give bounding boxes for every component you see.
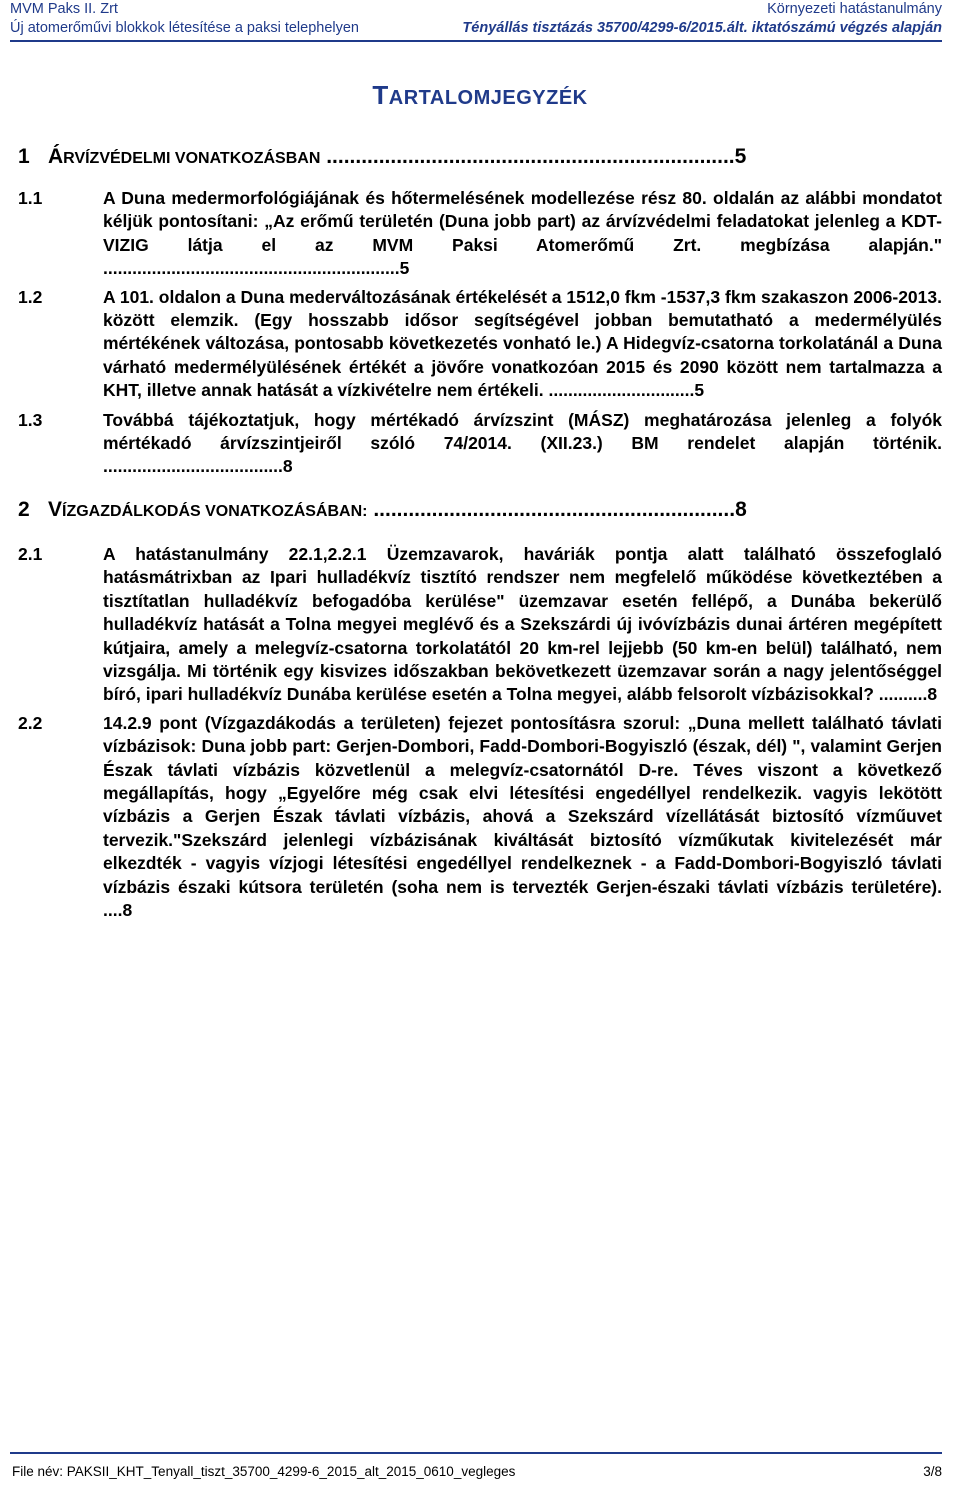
toc-leader: ..................................... xyxy=(103,456,283,477)
toc-page-number: 5 xyxy=(694,380,705,401)
table-of-contents xyxy=(18,142,942,922)
toc-leader: .............................. xyxy=(543,380,695,401)
footer-page-number: 3/8 xyxy=(923,1464,942,1479)
page-header xyxy=(10,0,942,40)
title-initial: T xyxy=(372,80,389,110)
toc-number: 1.2 xyxy=(18,286,43,307)
toc-leader: .... xyxy=(103,899,123,920)
toc-number: 1 xyxy=(18,145,30,168)
page-title xyxy=(0,80,960,111)
toc-number: 2.1 xyxy=(18,543,43,564)
toc-leader: .............................................................. xyxy=(367,497,736,521)
toc-number: 1.3 xyxy=(18,409,43,430)
toc-heading: A Duna medermorfológiájának és hőtermelésének modellezése rész 80. oldalán az alábbi mondatot kéljük pontosítani: „Az erőmű területén (Duna jobb part) az árvízvédelmi feladatokat jelenleg a KDT-VIZIG látja el az MVM Paksi Atomerőmű Zrt. megbízása alapján." xyxy=(103,188,942,255)
header-project: Új atomerőművi blokkok létesítése a paksi telephelyen xyxy=(10,20,359,36)
toc-leader: ...................................................................... xyxy=(320,145,735,168)
title-rest: ARTALOMJEGYZÉK xyxy=(388,87,588,109)
toc-initial: V xyxy=(48,497,63,521)
footer-divider xyxy=(10,1452,942,1454)
page-footer xyxy=(10,1452,942,1492)
header-doc-type: Környezeti hatástanulmány xyxy=(767,1,942,17)
toc-heading: 14.2.9 pont (Vízgazdákodás a területen) fejezet pontosításra szorul: „Duna mellett található távlati vízbázisok: Duna jobb part: Gerjen-Dombori, Fadd-Dombori-Bogyiszló (észak, dél) ", valamint Gerjen Észak távlati vízbázis közvetlenül a melegvíz-csatornától D-re. Téves viszont a következő megállapítás, hogy „Egyelőre még csak elvi létesítési engedéllyel rendelkezik. vagyis lekötött vízbázis a Gerjen Észak távlati vízbázis, ahová a Szekszárd vízellátását biztosító vízműuvet tervezik."Szekszárd jelenlegi vízbázisának kiváltását biztosító vízműkutak kivitelezését már elkezdték - vagyis vízjogi létesítési engedéllyel rendelkeznek - a Fadd-Dombori-Bogyiszló távlati vízbázis északi kútsora területén (soha nem is tervezték Gerjen-északi távlati vízbázis területére). xyxy=(103,712,942,897)
toc-heading: RVÍZVÉDELMI VONATKOZÁSBAN xyxy=(63,150,321,167)
toc-number: 2 xyxy=(18,497,30,521)
toc-heading: ÍZGAZDÁLKODÁS VONATKOZÁSÁBAN: xyxy=(62,502,368,520)
toc-number: 2.2 xyxy=(18,712,43,733)
toc-entry-2[interactable] xyxy=(18,495,942,527)
toc-entry-1-1[interactable] xyxy=(18,187,942,281)
toc-page-number: 8 xyxy=(927,684,938,705)
toc-page-number: 8 xyxy=(122,899,133,920)
header-company: MVM Paks II. Zrt xyxy=(10,1,118,17)
toc-entry-1-2[interactable] xyxy=(18,286,942,403)
toc-leader: ............................................................. xyxy=(103,258,400,279)
toc-leader: .......... xyxy=(873,684,928,705)
toc-entry-1-3[interactable] xyxy=(18,409,942,479)
toc-heading: A 101. oldalon a Duna mederváltozásának értékelését a 1512,0 fkm -1537,3 fkm szakaszon 2006-2013. között elemzik. (Egy hosszabb idősor segítségével jobban bemutatható a medermélyülés mértékének változása, pontosabb következetés vonható le.) A Hidegvíz-csatorna torkolatánál a Duna várható medermélyülésének értékét a jövőre vonatkozóan 2015 és 2090 között nem tartalmazza a KHT, illetve annak hatását a vízkivételre nem értékeli. xyxy=(103,286,942,401)
footer-filename: File név: PAKSII_KHT_Tenyall_tiszt_35700_4299-6_2015_alt_2015_0610_vegleges xyxy=(12,1464,516,1479)
toc-entry-1[interactable] xyxy=(18,142,942,174)
toc-page-number: 8 xyxy=(735,497,747,521)
toc-number: 1.1 xyxy=(18,188,43,208)
toc-heading: A hatástanulmány 22.1,2.2.1 Üzemzavarok, haváriák pontja alatt található összefoglaló hatásmátrixban az Ipari hulladékvíz tisztító rendszer nem megfelelő működése következtében a tisztítatlan hulladékvíz befogadóba kerülése" üzemzavar esetén fellépő, a Dunába bekerülő hulladékvíz hatását a Tolna megyei meglévő és a Szekszárdi új ivóvízbázis dunai ártéren megépített kútjaira, amely a melegvíz-csatorna torkolatától 20 km-rel lejjebb (50 km-en belül) található, nem vizsgálja. Mi történik egy kisvizes időszakban bekövetkezett üzemzavar során a nagy jelentőséggel bíró, ipari hulladékvíz Dunába kerülése esetén a Tolna megyei, alább felsorolt vízbázisokkal? xyxy=(103,543,942,705)
toc-page-number: 8 xyxy=(282,456,293,477)
toc-page-number: 5 xyxy=(734,145,747,168)
toc-entry-2-1[interactable] xyxy=(18,543,942,707)
header-divider xyxy=(10,40,942,42)
header-reference: Tényállás tisztázás 35700/4299-6/2015.ált. iktatószámú végzés alapján xyxy=(462,20,942,36)
toc-page-number: 5 xyxy=(399,258,410,279)
toc-heading: Továbbá tájékoztatjuk, hogy mértékadó árvízszint (MÁSZ) meghatározása jelenleg a folyók mértékadó árvízszintjeiről szóló 74/2014. (XII.23.) BM rendelet alapján történik. xyxy=(103,409,942,454)
toc-initial: Á xyxy=(48,145,64,168)
toc-entry-2-2[interactable] xyxy=(18,712,942,923)
